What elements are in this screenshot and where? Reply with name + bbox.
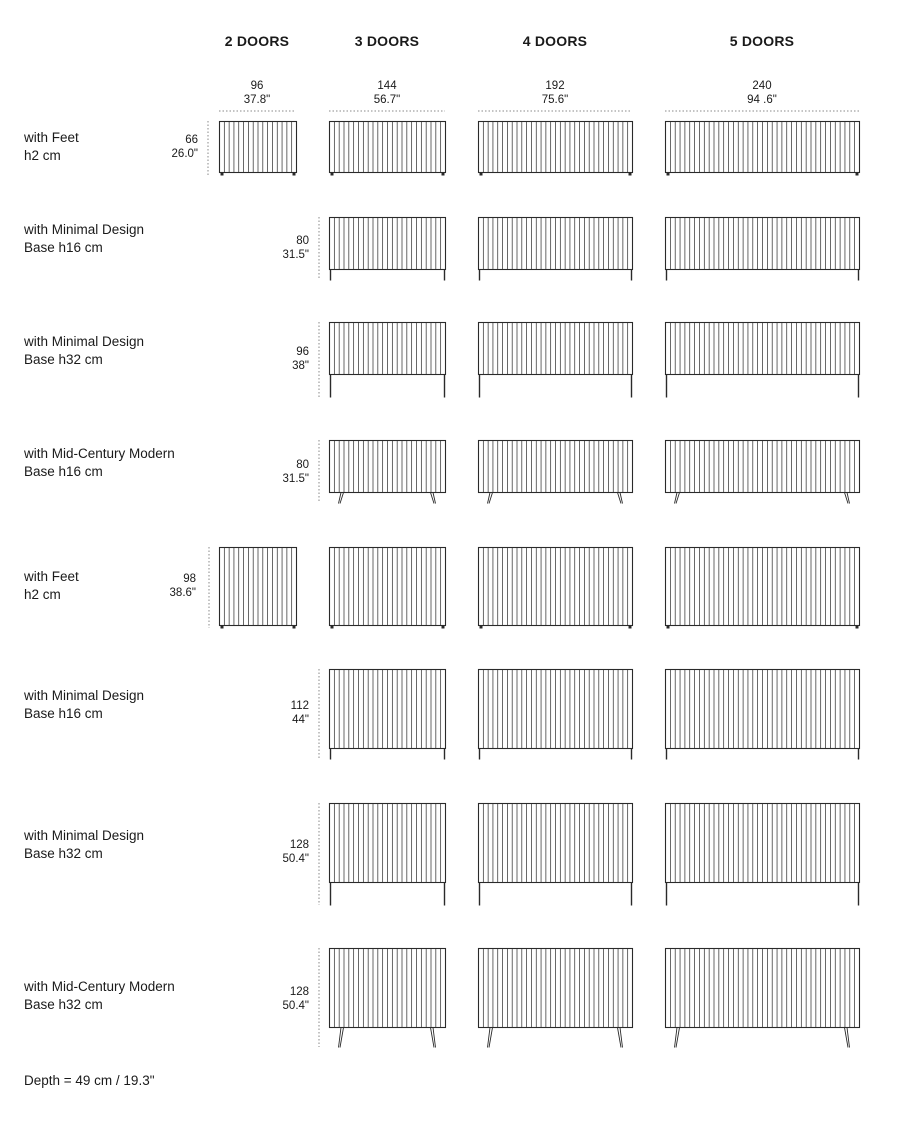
row-label-midcentury-h16: with Mid-Century Modern Base h16 cm: [24, 446, 175, 479]
cabinet-foot-right: [293, 626, 296, 629]
cabinet-3-doors-row-5: [330, 548, 446, 629]
cabinet-midcentury-legs: [339, 1028, 436, 1048]
row-label-minimal-h16: with Minimal Design Base h16 cm: [24, 222, 145, 255]
column-header-4-doors: 4 DOORS: [522, 33, 588, 49]
cabinet-5-doors-row-3: [666, 323, 860, 398]
cabinet-3-doors-row-1: [330, 122, 446, 176]
height-dimension-row-4: 80 31.5": [282, 459, 309, 485]
cabinet-foot-right: [293, 173, 296, 176]
height-dimension-row-1: 66 26.0": [171, 134, 198, 160]
cabinet-3-doors-row-2: [330, 218, 446, 281]
cabinet-4-doors-row-4: [479, 441, 633, 504]
cabinet-minimal-base: [667, 270, 859, 281]
width-cm: 96: [250, 80, 264, 92]
cabinet-foot-left: [480, 626, 483, 629]
cabinet-foot-left: [221, 173, 224, 176]
cabinet-minimal-base: [331, 883, 445, 906]
height-dimension-row-3: 96 38": [292, 346, 309, 372]
row-label-minimal-h16-tall: with Minimal Design Base h16 cm: [24, 688, 145, 721]
width-in: 94 .6": [747, 94, 777, 106]
cabinet-5-doors-row-5: [666, 548, 860, 629]
cabinet-foot-right: [629, 173, 632, 176]
cabinet-midcentury-legs: [488, 1028, 623, 1048]
cabinet-4-doors-row-1: [479, 122, 633, 176]
cabinet-4-doors-row-2: [479, 218, 633, 281]
cabinet-minimal-base: [331, 749, 445, 760]
row-label-minimal-h32-tall: with Minimal Design Base h32 cm: [24, 828, 145, 861]
width-in: 75.6": [541, 94, 569, 106]
cabinet-minimal-base: [480, 749, 632, 760]
width-cm: 144: [377, 80, 397, 92]
cabinet-5-doors-row-2: [666, 218, 860, 281]
cabinet-minimal-base: [480, 375, 632, 398]
cabinet-minimal-base: [667, 375, 859, 398]
cabinet-foot-left: [667, 173, 670, 176]
cabinet-foot-left: [331, 173, 334, 176]
cabinet-minimal-base: [331, 270, 445, 281]
width-cm: 240: [752, 80, 772, 92]
cabinet-foot-left: [480, 173, 483, 176]
height-dimension-row-2: 80 31.5": [282, 235, 309, 261]
height-dimension-row-8: 128 50.4": [282, 986, 309, 1012]
cabinet-3-doors-row-6: [330, 670, 446, 760]
cabinet-minimal-base: [667, 749, 859, 760]
row-label-minimal-h32: with Minimal Design Base h32 cm: [24, 334, 145, 367]
row-label-midcentury-h32-tall: with Mid-Century Modern Base h32 cm: [24, 979, 175, 1012]
cabinet-midcentury-legs: [488, 493, 623, 504]
row-label-feet-h2-tall: with Feet h2 cm: [24, 569, 79, 602]
cabinet-4-doors-row-3: [479, 323, 633, 398]
cabinet-minimal-base: [331, 375, 445, 398]
column-header-2-doors: 2 DOORS: [224, 33, 290, 49]
cabinet-3-doors-row-4: [330, 441, 446, 504]
cabinet-4-doors-row-5: [479, 548, 633, 629]
cabinet-2-doors-row-1: [220, 122, 297, 176]
cabinet-foot-left: [331, 626, 334, 629]
cabinet-3-doors-row-3: [330, 323, 446, 398]
cabinet-3-doors-row-7: [330, 804, 446, 906]
cabinet-3-doors-row-8: [330, 949, 446, 1048]
cabinet-midcentury-legs: [675, 1028, 850, 1048]
row-label-feet-h2: with Feet h2 cm: [24, 130, 79, 163]
width-in: 37.8": [243, 94, 271, 106]
cabinet-4-doors-row-6: [479, 670, 633, 760]
cabinet-5-doors-row-4: [666, 441, 860, 504]
cabinet-minimal-base: [480, 883, 632, 906]
cabinet-5-doors-row-1: [666, 122, 860, 176]
cabinet-midcentury-legs: [675, 493, 850, 504]
depth-note: Depth = 49 cm / 19.3": [24, 1073, 155, 1088]
height-dimension-row-7: 128 50.4": [282, 839, 309, 865]
cabinet-2-doors-row-5: [220, 548, 297, 629]
cabinet-midcentury-legs: [339, 493, 436, 504]
height-dimension-row-6: 112 44": [290, 700, 309, 726]
width-cm: 192: [545, 80, 565, 92]
cabinet-5-doors-row-7: [666, 804, 860, 906]
cabinet-foot-right: [442, 626, 445, 629]
cabinet-foot-left: [667, 626, 670, 629]
cabinet-foot-left: [221, 626, 224, 629]
cabinet-minimal-base: [480, 270, 632, 281]
cabinet-foot-right: [856, 173, 859, 176]
column-header-3-doors: 3 DOORS: [354, 33, 420, 49]
column-header-5-doors: 5 DOORS: [729, 33, 795, 49]
cabinet-foot-right: [629, 626, 632, 629]
width-in: 56.7": [373, 94, 401, 106]
height-dimension-row-5: 98 38.6": [169, 573, 196, 599]
cabinet-minimal-base: [667, 883, 859, 906]
cabinet-4-doors-row-7: [479, 804, 633, 906]
cabinet-foot-right: [442, 173, 445, 176]
cabinet-5-doors-row-6: [666, 670, 860, 760]
cabinet-foot-right: [856, 626, 859, 629]
cabinet-5-doors-row-8: [666, 949, 860, 1048]
cabinet-4-doors-row-8: [479, 949, 633, 1048]
